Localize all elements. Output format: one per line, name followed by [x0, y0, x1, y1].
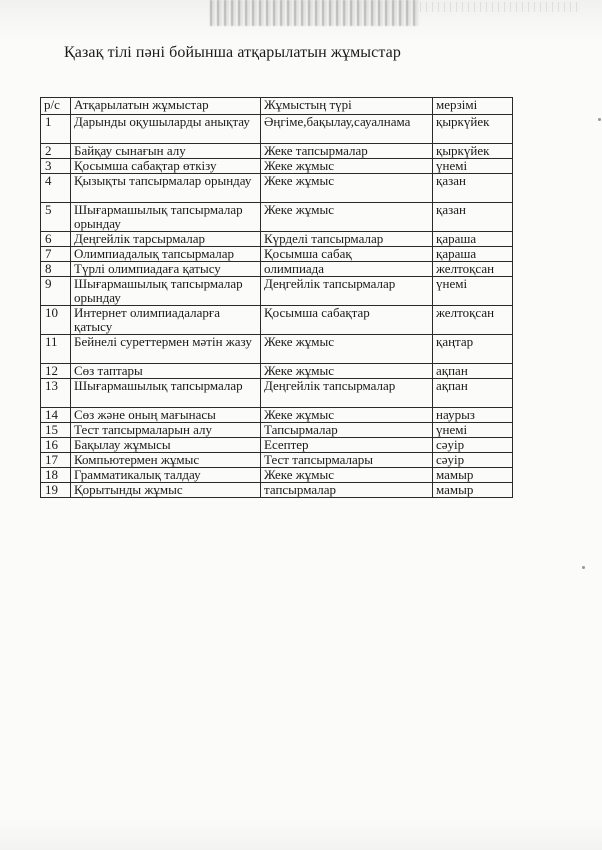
- cell-type: Деңгейлік тапсырмалар: [261, 277, 433, 306]
- cell-type: тапсырмалар: [261, 483, 433, 498]
- document-title: Қазақ тілі пәні бойынша атқарылатын жұмыстар: [64, 44, 401, 61]
- cell-term: сәуір: [433, 438, 513, 453]
- cell-work: Түрлі олимпиадаға қатысу: [71, 262, 261, 277]
- table-row: [41, 159, 513, 174]
- cell-type: Тест тапсырмалары: [261, 453, 433, 468]
- cell-num: 9: [41, 277, 71, 306]
- cell-type: Жеке тапсырмалар: [261, 144, 433, 159]
- cell-num: 14: [41, 408, 71, 423]
- cell-num: 7: [41, 247, 71, 262]
- scan-speck: [598, 118, 601, 121]
- header-num: р/с: [41, 98, 71, 115]
- works-table: [40, 97, 513, 498]
- cell-term: наурыз: [433, 408, 513, 423]
- cell-work: Бақылау жұмысы: [71, 438, 261, 453]
- table-row: [41, 364, 513, 379]
- cell-num: 6: [41, 232, 71, 247]
- cell-work: Шығармашылық тапсырмалар орындау: [71, 277, 261, 306]
- cell-term: қыркүйек: [433, 115, 513, 144]
- cell-type: Жеке жұмыс: [261, 174, 433, 203]
- cell-type: Әңгіме,бақылау,сауалнама: [261, 115, 433, 144]
- table-row: [41, 438, 513, 453]
- table-row: [41, 408, 513, 423]
- header-work: Атқарылатын жұмыстар: [71, 98, 261, 115]
- cell-term: мамыр: [433, 468, 513, 483]
- table-row: [41, 144, 513, 159]
- cell-work: Шығармашылық тапсырмалар: [71, 379, 261, 408]
- cell-type: Жеке жұмыс: [261, 468, 433, 483]
- cell-work: Байқау сынағын алу: [71, 144, 261, 159]
- cell-work: Қорытынды жұмыс: [71, 483, 261, 498]
- cell-term: қыркүйек: [433, 144, 513, 159]
- scan-artifact: [210, 0, 420, 26]
- scan-artifact: [420, 2, 580, 12]
- cell-type: Есептер: [261, 438, 433, 453]
- cell-type: Жеке жұмыс: [261, 159, 433, 174]
- table-row: [41, 262, 513, 277]
- cell-work: Бейнелі суреттермен мәтін жазу: [71, 335, 261, 364]
- table-row: [41, 115, 513, 144]
- cell-num: 16: [41, 438, 71, 453]
- header-type: Жұмыстың түрі: [261, 98, 433, 115]
- cell-type: Жеке жұмыс: [261, 364, 433, 379]
- cell-type: Жеке жұмыс: [261, 408, 433, 423]
- cell-work: Деңгейлік тарсырмалар: [71, 232, 261, 247]
- cell-term: қазан: [433, 174, 513, 203]
- cell-type: Қосымша сабақ: [261, 247, 433, 262]
- table-row: [41, 483, 513, 498]
- cell-num: 8: [41, 262, 71, 277]
- table-row: [41, 423, 513, 438]
- cell-num: 11: [41, 335, 71, 364]
- table-row: [41, 379, 513, 408]
- cell-term: ақпан: [433, 379, 513, 408]
- cell-num: 13: [41, 379, 71, 408]
- cell-num: 10: [41, 306, 71, 335]
- table-row: [41, 468, 513, 483]
- cell-num: 17: [41, 453, 71, 468]
- cell-term: үнемі: [433, 423, 513, 438]
- cell-work: Сөз және оның мағынасы: [71, 408, 261, 423]
- cell-num: 12: [41, 364, 71, 379]
- table-row: [41, 335, 513, 364]
- cell-num: 4: [41, 174, 71, 203]
- cell-num: 19: [41, 483, 71, 498]
- cell-term: желтоқсан: [433, 306, 513, 335]
- cell-term: мамыр: [433, 483, 513, 498]
- cell-type: Деңгейлік тапсырмалар: [261, 379, 433, 408]
- cell-term: қараша: [433, 232, 513, 247]
- cell-work: Қосымша сабақтар өткізу: [71, 159, 261, 174]
- table-row: [41, 247, 513, 262]
- cell-num: 2: [41, 144, 71, 159]
- cell-term: қаңтар: [433, 335, 513, 364]
- cell-term: үнемі: [433, 159, 513, 174]
- cell-type: Тапсырмалар: [261, 423, 433, 438]
- cell-type: Күрделі тапсырмалар: [261, 232, 433, 247]
- table-row: [41, 306, 513, 335]
- cell-type: Жеке жұмыс: [261, 335, 433, 364]
- cell-term: сәуір: [433, 453, 513, 468]
- table-row: [41, 277, 513, 306]
- cell-work: Қызықты тапсырмалар орындау: [71, 174, 261, 203]
- cell-work: Сөз таптары: [71, 364, 261, 379]
- cell-term: қараша: [433, 247, 513, 262]
- cell-work: Интернет олимпиадаларға қатысу: [71, 306, 261, 335]
- table-row: [41, 453, 513, 468]
- table-row: [41, 232, 513, 247]
- cell-num: 1: [41, 115, 71, 144]
- cell-type: олимпиада: [261, 262, 433, 277]
- scan-speck: [582, 566, 585, 569]
- cell-term: қазан: [433, 203, 513, 232]
- cell-type: Жеке жұмыс: [261, 203, 433, 232]
- table-row: [41, 203, 513, 232]
- cell-work: Олимпиадалық тапсырмалар: [71, 247, 261, 262]
- table-header-row: [41, 98, 513, 115]
- cell-work: Дарынды оқушыларды анықтау: [71, 115, 261, 144]
- cell-num: 18: [41, 468, 71, 483]
- cell-type: Қосымша сабақтар: [261, 306, 433, 335]
- cell-term: үнемі: [433, 277, 513, 306]
- cell-work: Шығармашылық тапсырмалар орындау: [71, 203, 261, 232]
- cell-work: Тест тапсырмаларын алу: [71, 423, 261, 438]
- cell-work: Грамматикалық талдау: [71, 468, 261, 483]
- cell-term: желтоқсан: [433, 262, 513, 277]
- cell-num: 5: [41, 203, 71, 232]
- cell-work: Компьютермен жұмыс: [71, 453, 261, 468]
- cell-num: 3: [41, 159, 71, 174]
- table-row: [41, 174, 513, 203]
- cell-num: 15: [41, 423, 71, 438]
- cell-term: ақпан: [433, 364, 513, 379]
- header-term: мерзімі: [433, 98, 513, 115]
